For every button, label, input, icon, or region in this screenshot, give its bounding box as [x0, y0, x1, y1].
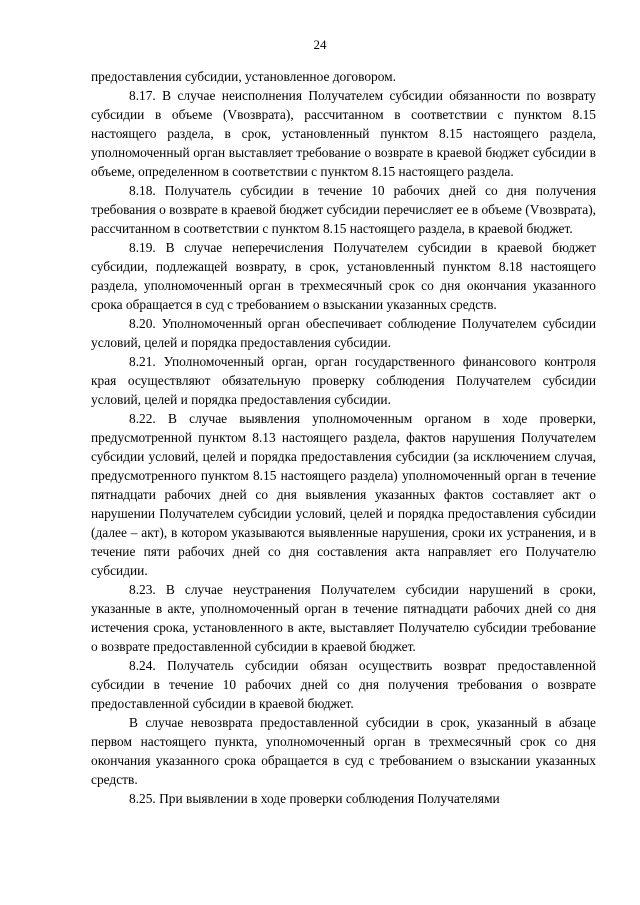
paragraph-continuation: предоставления субсидии, установленное договором.: [91, 69, 396, 84]
paragraph-8-21: 8.21. Уполномоченный орган, орган государственного финансового контроля края осуществляют обязательную проверку соблюдения Получателем субсидии условий, целей и порядка предоставления субсидии.: [91, 354, 596, 407]
paragraph-8-18: 8.18. Получатель субсидии в течение 10 рабочих дней со дня получения требования о возврате в краевой бюджет субсидии перечисляет ее в объеме (Vвозврата), рассчитанном в соответствии с пунктом 8.15 настоящего раздела, в краевой бюджет.: [91, 183, 596, 236]
page-number: 24: [313, 37, 327, 52]
paragraph-8-23: 8.23. В случае неустранения Получателем субсидии нарушений в сроки, указанные в акте, уполномоченный орган в течение пятнадцати рабочих дней со дня истечения срока, установленного в акте, выставляет Получателю субсидии требование о возврате предоставленной субсидии в краевой бюджет.: [91, 582, 596, 654]
paragraph-8-17: 8.17. В случае неисполнения Получателем субсидии обязанности по возврату субсидии в объеме (Vвозврата), рассчитанном в соответствии с пунктом 8.15 настоящего раздела, в срок, установленный пунктом 8.15 настоящего раздела, уполномоченный орган выставляет требование о возврате в краевой бюджет субсидии в объеме, определенном в соответствии с пунктом 8.15 настоящего раздела.: [91, 88, 596, 179]
paragraph-8-19: 8.19. В случае неперечисления Получателем субсидии в краевой бюджет субсидии, подлежащей возврату, в срок, установленный пунктом 8.18 настоящего раздела, уполномоченный орган в трехмесячный срок со дня окончания указанного срока обращается в суд с требованием о взыскании указанных средств.: [91, 240, 596, 312]
paragraph-8-24-part-2: В случае невозврата предоставленной субсидии в срок, указанный в абзаце первом настоящего пункта, уполномоченный орган в трехмесячный срок со дня окончания указанного срока обращается в суд с требованием о взыскании указанных средств.: [91, 715, 596, 787]
document-body: [91, 67, 596, 808]
paragraph-8-20: 8.20. Уполномоченный орган обеспечивает соблюдение Получателем субсидии условий, целей и порядка предоставления субсидии.: [91, 316, 596, 350]
paragraph-8-25: 8.25. При выявлении в ходе проверки соблюдения Получателями: [129, 791, 500, 806]
paragraph-8-22: 8.22. В случае выявления уполномоченным органом в ходе проверки, предусмотренной пунктом 8.13 настоящего раздела, фактов нарушения Получателем субсидии условий, целей и порядка предоставления субсидии (за исключением случая, предусмотренного пунктом 8.15 настоящего раздела) уполномоченный орган в течение пятнадцати рабочих дней со дня выявления указанных фактов составляет акт о нарушении Получателем субсидии условий, целей и порядка предоставления субсидии (далее – акт), в котором указываются выявленные нарушения, сроки их устранения, и в течение пяти рабочих дней со дня составления акта направляет его Получателю субсидии.: [91, 411, 596, 578]
paragraph-8-24: 8.24. Получатель субсидии обязан осуществить возврат предоставленной субсидии в течение 10 рабочих дней со дня получения требования о возврате предоставленной субсидии в краевой бюджет.: [91, 658, 596, 711]
